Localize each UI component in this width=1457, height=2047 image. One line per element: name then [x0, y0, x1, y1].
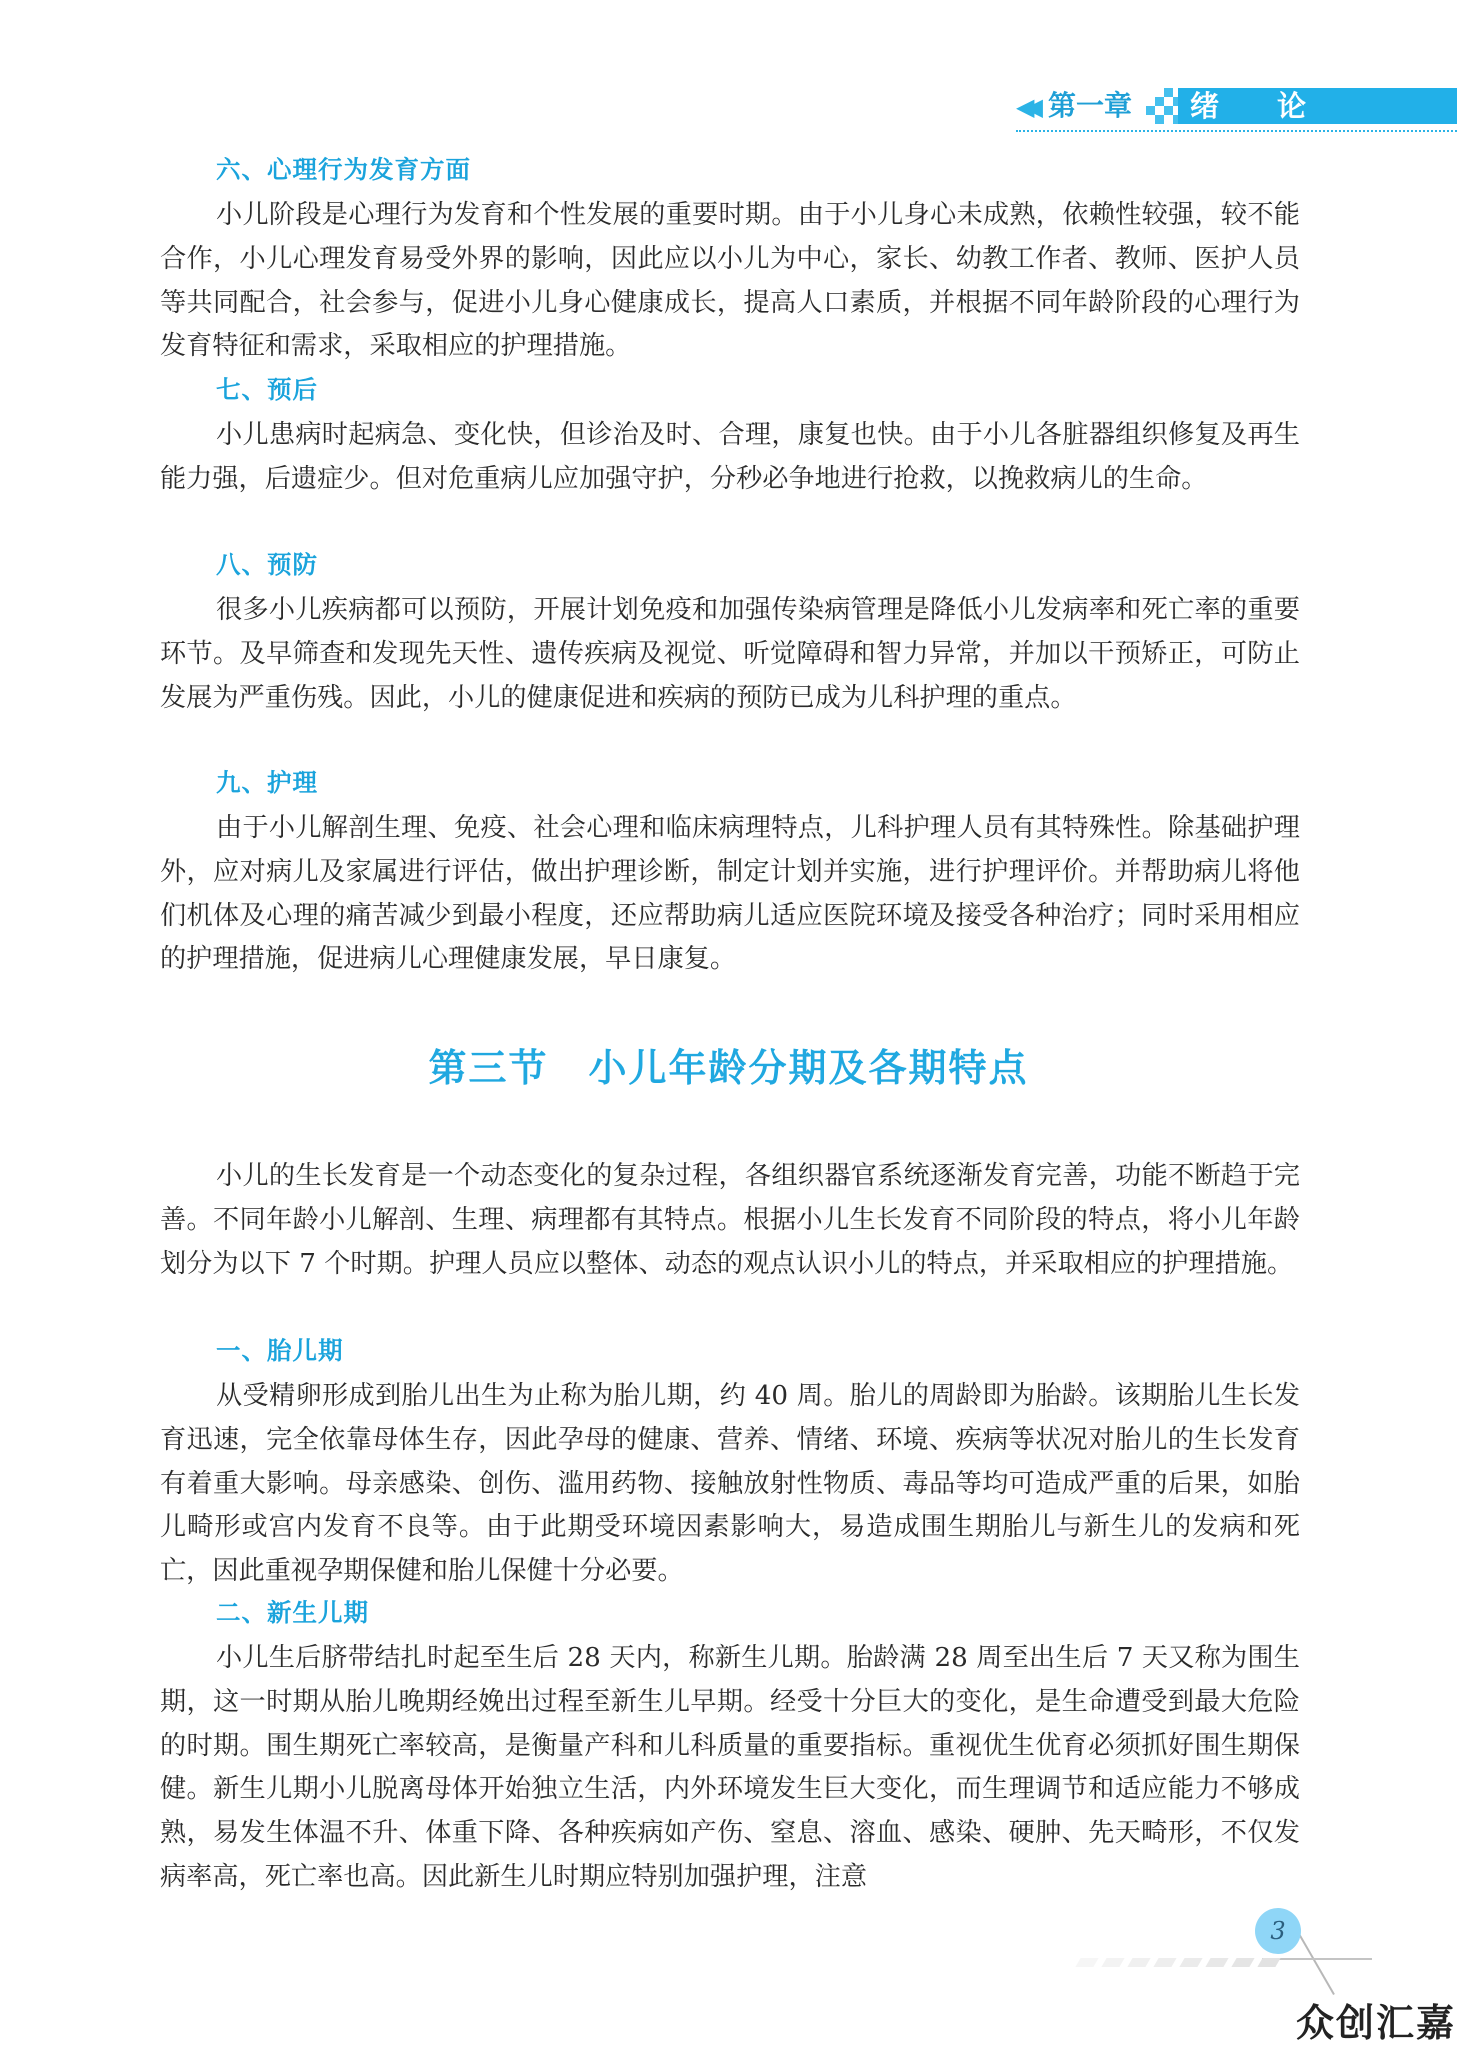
section-heading: 七、预后 [216, 375, 318, 404]
section-heading: 九、护理 [216, 768, 318, 797]
double-left-arrow-icon: ◀◀ [1016, 93, 1033, 121]
header-dotted-rule [1016, 130, 1457, 132]
page-number: 3 [1255, 1908, 1301, 1954]
period-paragraph: 小儿生后脐带结扎时起至生后 28 天内，称新生儿期。胎龄满 28 周至出生后 7 天又称为围生期，这一时期从胎儿晚期经娩出过程至新生儿早期。经受十分巨大的变化，是生命遭受到最大危险的时期。围生期死亡率较高，是衡量产科和儿科质量的重要指标。重视优生优育必须抓好围生期保健。新生儿期小儿脱离母体开始独立生活，内外环境发生巨大变化，而生理调节和适应能力不够成熟，易发生体温不升、体重下降、各种疾病如产伤、窒息、溶血、感染、硬肿、先天畸形，不仅发病率高，死亡率也高。因此新生儿时期应特别加强护理，注意 [160, 1643, 1300, 1892]
section-heading: 六、心理行为发育方面 [216, 155, 471, 184]
watermark-logo: 众创汇嘉 [1296, 2001, 1457, 2045]
period-heading: 一、胎儿期 [216, 1336, 344, 1365]
chapter-title: 绪论 [1190, 89, 1365, 123]
chapter-label: 第一章 [1048, 89, 1133, 122]
section-paragraph: 由于小儿解剖生理、免疫、社会心理和临床病理特点，儿科护理人员有其特殊性。除基础护理外，应对病儿及家属进行评估，做出护理诊断，制定计划并实施，进行护理评价。并帮助病儿将他们机体及心理的痛苦减少到最小程度，还应帮助病儿适应医院环境及接受各种治疗；同时采用相应的护理措施，促进病儿心理健康发展，早日康复。 [160, 813, 1300, 975]
section-paragraph: 小儿患病时起病急、变化快，但诊治及时、合理，康复也快。由于小儿各脏器组织修复及再生能力强，后遗症少。但对危重病儿应加强守护，分秒必争地进行抢救，以挽救病儿的生命。 [160, 420, 1300, 494]
intro-paragraph: 小儿的生长发育是一个动态变化的复杂过程，各组织器官系统逐渐发育完善，功能不断趋于完善。不同年龄小儿解剖、生理、病理都有其特点。根据小儿生长发育不同阶段的特点，将小儿年龄划分为以下 7 个时期。护理人员应以整体、动态的观点认识小儿的特点，并采取相应的护理措施。 [160, 1161, 1300, 1279]
period-heading: 二、新生儿期 [216, 1598, 369, 1627]
footer-stripe-decoration [1078, 1953, 1378, 1973]
section-heading: 八、预防 [216, 550, 318, 579]
section-paragraph: 很多小儿疾病都可以预防，开展计划免疫和加强传染病管理是降低小儿发病率和死亡率的重要环节。及早筛查和发现先天性、遗传疾病及视觉、听觉障碍和智力异常，并加以干预矫正，可防止发展为严重伤残。因此，小儿的健康促进和疾病的预防已成为儿科护理的重点。 [160, 595, 1300, 713]
period-paragraph: 从受精卵形成到胎儿出生为止称为胎儿期，约 40 周。胎儿的周龄即为胎龄。该期胎儿生长发育迅速，完全依靠母体生存，因此孕母的健康、营养、情绪、环境、疾病等状况对胎儿的生长发育有着重大影响。母亲感染、创伤、滥用药物、接触放射性物质、毒品等均可造成严重的后果，如胎儿畸形或宫内发育不良等。由于此期受环境因素影响大，易造成围生期胎儿与新生儿的发病和死亡，因此重视孕期保健和胎儿保健十分必要。 [160, 1381, 1300, 1587]
running-header [1008, 86, 1457, 130]
section-paragraph: 小儿阶段是心理行为发育和个性发展的重要时期。由于小儿身心未成熟，依赖性较强，较不能合作，小儿心理发育易受外界的影响，因此应以小儿为中心，家长、幼教工作者、教师、医护人员等共同配合，社会参与，促进小儿身心健康成长，提高人口素质，并根据不同年龄阶段的心理行为发育特征和需求，采取相应的护理措施。 [160, 200, 1300, 362]
section-title: 第三节 小儿年龄分期及各期特点 [428, 1046, 1029, 1090]
